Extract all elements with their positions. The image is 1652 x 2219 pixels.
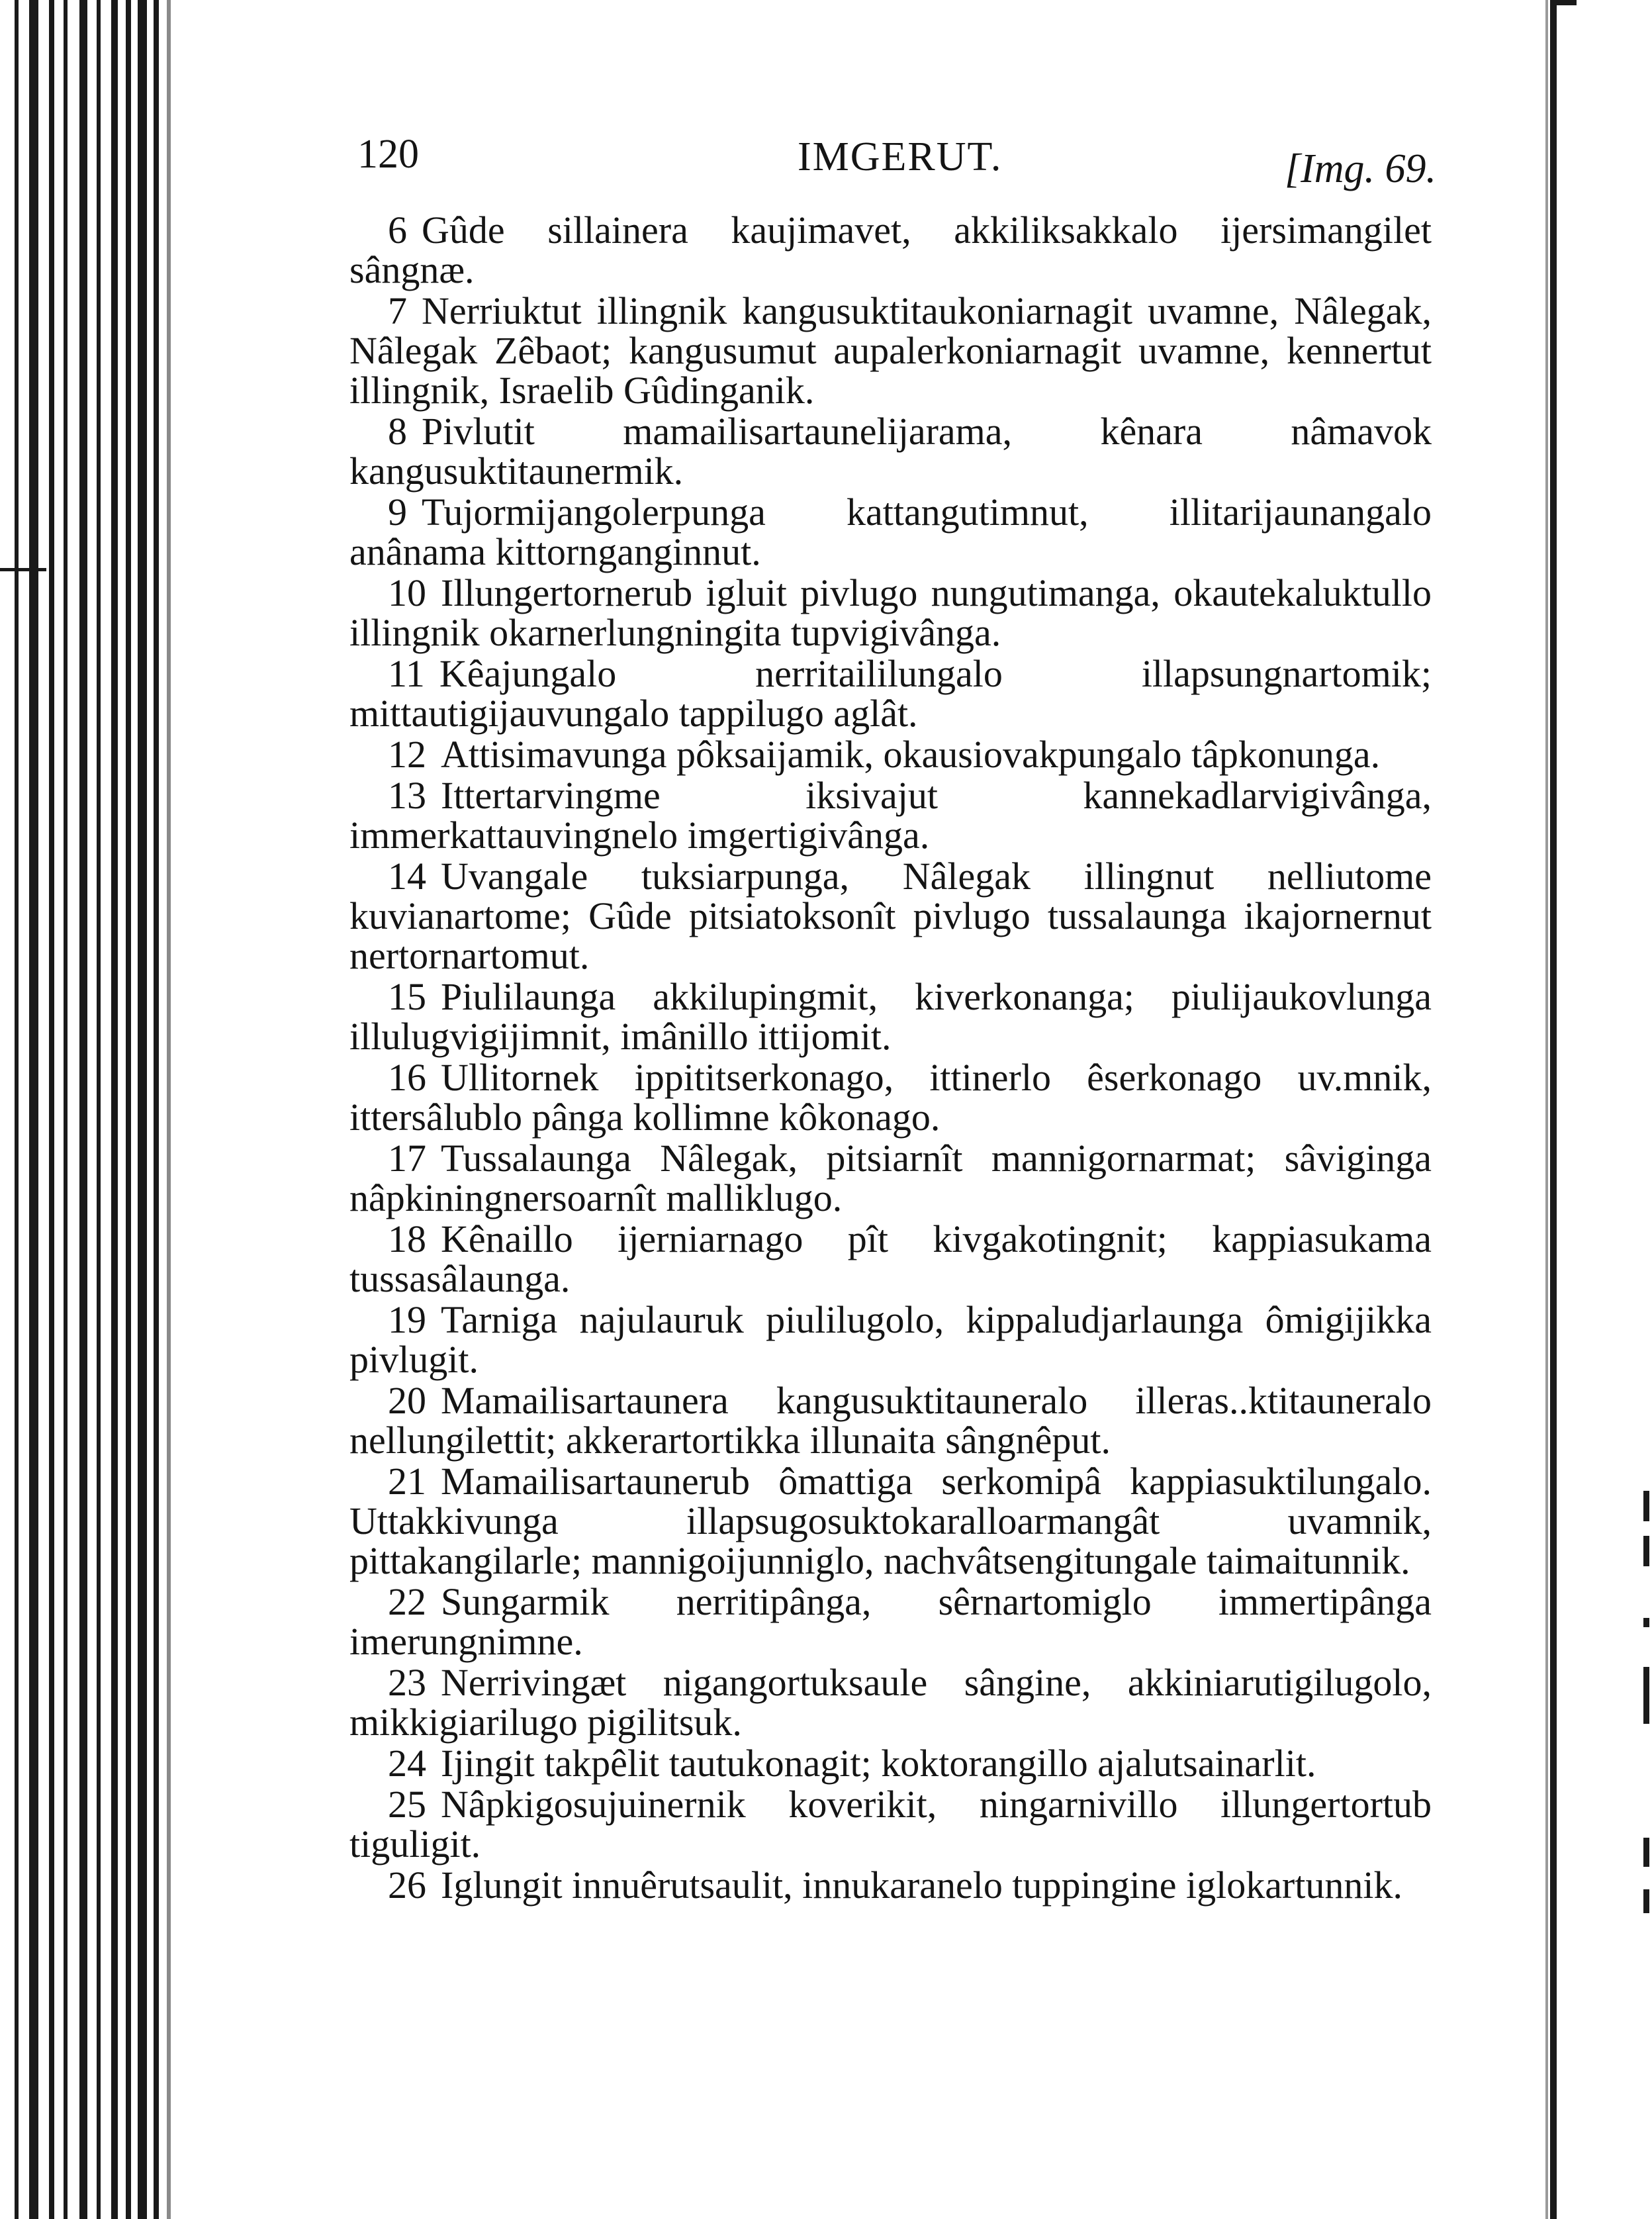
verse <box>349 1663 1432 1744</box>
verse-text: Ittertarvingme iksivajut kannekadlarvigivânga, immerkattauvingnelo imgertigivânga. <box>349 774 1432 857</box>
verse <box>349 493 1432 573</box>
page-edge-stripe <box>154 0 159 2219</box>
verse <box>349 735 1432 776</box>
page-edge-stripe <box>79 0 87 2219</box>
page-edge-stripe <box>138 0 147 2219</box>
verse <box>349 1139 1432 1219</box>
verse-text: Nerrivingæt nigangortuksaule sângine, akkiniarutigilugolo, mikkigiarilugo pigilitsuk. <box>349 1661 1432 1744</box>
verse-number: 12 <box>388 733 426 776</box>
verse <box>349 1219 1432 1300</box>
verse-text: Uvangale tuksiarpunga, Nâlegak illingnut nelliutome kuvianartome; Gûde pitsiatoksonît pivlugo tussalaunga ikajornernut nertornartomut. <box>349 855 1432 977</box>
page-header <box>357 131 1436 197</box>
book-edge-right-shadow <box>1545 0 1548 2219</box>
verse-number: 26 <box>388 1864 426 1907</box>
verse <box>349 1462 1432 1582</box>
verse <box>349 211 1432 291</box>
page-edge-stripe <box>111 0 118 2219</box>
verse-text: Tujormijangolerpunga kattangutimnut, illitarijaunangalo anânama kittornganginnut. <box>349 491 1432 573</box>
facing-page-mark <box>1643 1889 1649 1913</box>
verse-number: 19 <box>388 1298 426 1341</box>
verse-text: Nerriuktut illingnik kangusuktitaukoniarnagit uvamne, Nâlegak, Nâlegak Zêbaot; kangusumut aupalerkoniarnagit uvamne, kennertut illingnik, Israelib Gûdinganik. <box>349 289 1432 412</box>
verse <box>349 1744 1432 1785</box>
verse-number: 23 <box>388 1661 426 1704</box>
verse-number: 16 <box>388 1056 426 1099</box>
page-edge-stripe <box>29 0 38 2219</box>
verse-text: Kênaillo ijerniarnago pît kivgakotingnit; kappiasukama tussasâlaunga. <box>349 1217 1432 1300</box>
verse-text: Mamailisartaunera kangusuktitauneralo illeras..ktitauneralo nellungilettit; akkerartortikka illunaita sângnêput. <box>349 1379 1432 1462</box>
verse-text: Illungertornerub igluit pivlugo nungutimanga, okautekaluktullo illingnik okarnerlungningita tupvigivânga. <box>349 571 1432 654</box>
verse <box>349 977 1432 1058</box>
facing-page-mark <box>1643 1667 1649 1724</box>
book-edge-left <box>0 0 179 2219</box>
verse-number: 7 <box>388 289 407 332</box>
verse-number: 24 <box>388 1742 426 1785</box>
verse-number: 11 <box>388 652 425 695</box>
verse-number: 6 <box>388 209 407 252</box>
chapter-reference: [Img. 69. <box>1284 146 1436 191</box>
verse-text: Kêajungalo nerritaililungalo illapsungnartomik; mittautigijauvungalo tappilugo aglât. <box>349 652 1432 735</box>
facing-page-mark <box>1643 1618 1649 1627</box>
text-body <box>349 211 1432 1907</box>
verse-text: Tussalaunga Nâlegak, pitsiarnît mannigornarmat; sâviginga nâpkiningnersoarnît malliklugo. <box>349 1137 1432 1219</box>
verse-text: Tarniga najulauruk piulilugolo, kippaludjarlaunga ômigijikka pivlugit. <box>349 1298 1432 1381</box>
verse-text: Nâpkigosujuinernik koverikit, ningarnivillo illungertortub tiguligit. <box>349 1783 1432 1865</box>
verse-number: 18 <box>388 1217 426 1260</box>
verse <box>349 857 1432 977</box>
verse <box>349 573 1432 654</box>
verse-number: 15 <box>388 975 426 1018</box>
verse <box>349 412 1432 493</box>
verse-number: 10 <box>388 571 426 614</box>
verse <box>349 1582 1432 1663</box>
verse-number: 20 <box>388 1379 426 1422</box>
verse-text: Gûde sillainera kaujimavet, akkiliksakkalo ijersimangilet sângnæ. <box>349 209 1432 291</box>
verse <box>349 1058 1432 1139</box>
verse-text: Ullitornek ippititserkonago, ittinerlo êserkonago uv.mnik, ittersâlublo pânga kollimne kôkonago. <box>349 1056 1432 1139</box>
verse-number: 22 <box>388 1580 426 1623</box>
edge-tick <box>0 568 46 571</box>
verse-text: Piulilaunga akkilupingmit, kiverkonanga; piulijaukovlunga illulugvigijimnit, imânillo ittijomit. <box>349 975 1432 1058</box>
verse-number: 8 <box>388 410 407 453</box>
running-title: IMGERUT. <box>798 134 1003 179</box>
verse-number: 13 <box>388 774 426 817</box>
page-edge-stripe <box>97 0 101 2219</box>
verse <box>349 1785 1432 1865</box>
verse-text: Sungarmik nerritipânga, sêrnartomiglo immertipânga imerungnimne. <box>349 1580 1432 1663</box>
page-edge-stripe <box>167 0 171 2219</box>
verse-text: Mamailisartaunerub ômattiga serkomipâ kappiasuktilungalo. Uttakkivunga illapsugosuktokaralloarmangât uvamnik, pittakangilarle; mannigoijunniglo, nachvâtsengitungale taimaitunnik. <box>349 1460 1432 1582</box>
verse <box>349 1300 1432 1381</box>
page-number: 120 <box>357 132 419 177</box>
verse-number: 17 <box>388 1137 426 1180</box>
page-edge-stripe <box>15 0 19 2219</box>
verse-number: 9 <box>388 491 407 534</box>
verse-text: Pivlutit mamailisartaunelijarama, kênara nâmavok kangusuktitaunermik. <box>349 410 1432 493</box>
verse-text: Ijingit takpêlit tautukonagit; koktorangillo ajalutsainarlit. <box>441 1742 1316 1785</box>
verse-text: Iglungit innuêrutsaulit, innukaranelo tuppingine iglokartunnik. <box>441 1864 1402 1907</box>
book-edge-right <box>1550 0 1557 2219</box>
verse <box>349 291 1432 412</box>
page-edge-stripe <box>49 0 54 2219</box>
verse-number: 25 <box>388 1783 426 1826</box>
book-edge-right-top <box>1550 0 1577 5</box>
verse-number: 14 <box>388 855 426 898</box>
facing-page-mark <box>1643 1838 1649 1867</box>
facing-page-mark <box>1643 1536 1649 1566</box>
verse <box>349 654 1432 735</box>
page-edge-stripe <box>126 0 131 2219</box>
verse-text: Attisimavunga pôksaijamik, okausiovakpungalo tâpkonunga. <box>441 733 1381 776</box>
facing-page-mark <box>1643 1491 1649 1521</box>
page-edge-stripe <box>64 0 68 2219</box>
verse <box>349 1865 1432 1907</box>
verse <box>349 1381 1432 1462</box>
verse <box>349 776 1432 857</box>
verse-number: 21 <box>388 1460 426 1503</box>
